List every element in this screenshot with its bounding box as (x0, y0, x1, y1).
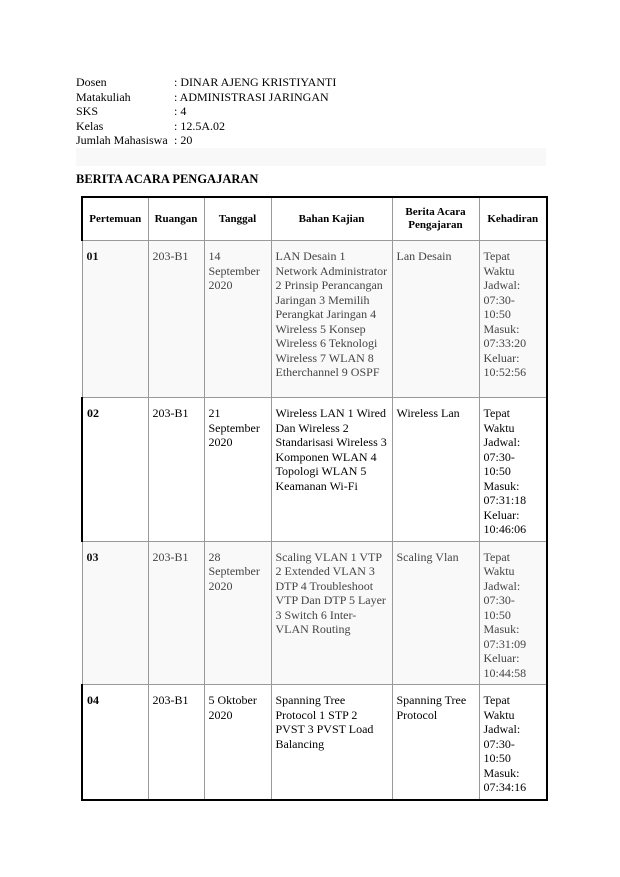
info-row-jumlah (76, 133, 336, 148)
cell-berita-acara: Lan Desain (392, 241, 479, 398)
table-row (82, 398, 547, 542)
cell-pertemuan: 03 (82, 541, 148, 685)
cell-tanggal: 14 September 2020 (204, 241, 271, 398)
cell-pertemuan: 04 (82, 685, 148, 800)
jumlah-label: Jumlah Mahasiswa (76, 133, 168, 148)
cell-kehadiran: Tepat Waktu Jadwal: 07:30- 10:50 Masuk: 07:31:09 Keluar: 10:44:58 (479, 541, 547, 685)
header-berita-acara: Berita Acara Pengajaran (392, 197, 479, 241)
matakuliah-label: Matakuliah (76, 89, 131, 104)
table-row (82, 685, 547, 800)
header-kehadiran: Kehadiran (479, 197, 547, 241)
cell-pertemuan: 02 (82, 398, 148, 542)
course-info (76, 75, 336, 148)
dosen-label: Dosen (76, 75, 107, 89)
cell-ruangan: 203-B1 (148, 241, 204, 398)
berita-acara-table (81, 196, 548, 801)
jumlah-value: : 20 (174, 133, 193, 148)
cell-kehadiran: Tepat Waktu Jadwal: 07:30- 10:50 Masuk: 07:34:16 (479, 685, 547, 800)
cell-tanggal: 5 Oktober 2020 (204, 685, 271, 800)
header-ruangan: Ruangan (148, 197, 204, 241)
info-row-matakuliah (76, 90, 336, 105)
table-row (82, 541, 547, 685)
dosen-value: : DINAR AJENG KRISTIYANTI (174, 75, 337, 89)
cell-ruangan: 203-B1 (148, 398, 204, 542)
cell-berita-acara: Scaling Vlan (392, 541, 479, 685)
section-title: BERITA ACARA PENGAJARAN (76, 172, 259, 186)
table-row (82, 241, 547, 398)
cell-bahan-kajian: Spanning Tree Protocol 1 STP 2 PVST 3 PVST Load Balancing (271, 685, 392, 800)
cell-kehadiran: Tepat Waktu Jadwal: 07:30- 10:50 Masuk: 07:31:18 Keluar: 10:46:06 (479, 398, 547, 542)
cell-tanggal: 28 September 2020 (204, 541, 271, 685)
info-row-sks (76, 104, 336, 119)
cell-berita-acara: Wireless Lan (392, 398, 479, 542)
cell-ruangan: 203-B1 (148, 541, 204, 685)
header-tanggal: Tanggal (204, 197, 271, 241)
info-row-dosen (76, 75, 336, 90)
cell-bahan-kajian: Wireless LAN 1 Wired Dan Wireless 2 Standarisasi Wireless 3 Komponen WLAN 4 Topologi WLAN 5 Keamanan Wi-Fi (271, 398, 392, 542)
cell-pertemuan: 01 (82, 241, 148, 398)
kelas-label: Kelas (76, 118, 104, 133)
cell-kehadiran: Tepat Waktu Jadwal: 07:30- 10:50 Masuk: 07:33:20 Keluar: 10:52:56 (479, 241, 547, 398)
cell-berita-acara: Spanning Tree Protocol (392, 685, 479, 800)
header-bahan-kajian: Bahan Kajian (271, 197, 392, 241)
table-header-row (82, 197, 547, 241)
matakuliah-value: : ADMINISTRASI JARINGAN (174, 89, 329, 104)
kelas-value: : 12.5A.02 (174, 118, 225, 133)
cell-bahan-kajian: Scaling VLAN 1 VTP 2 Extended VLAN 3 DTP 4 Troubleshoot VTP Dan DTP 5 Layer 3 Switch 6 Inter-VLAN Routing (271, 541, 392, 685)
cell-bahan-kajian: LAN Desain 1 Network Administrator 2 Prinsip Perancangan Jaringan 3 Memilih Perangkat Jaringan 4 Wireless 5 Konsep Wireless 6 Teknologi Wireless 7 WLAN 8 Etherchannel 9 OSPF (271, 241, 392, 398)
header-band (76, 148, 546, 166)
cell-ruangan: 203-B1 (148, 685, 204, 800)
sks-label: SKS (76, 104, 99, 119)
cell-tanggal: 21 September 2020 (204, 398, 271, 542)
info-row-kelas (76, 119, 336, 134)
sks-value: : 4 (174, 104, 187, 119)
header-pertemuan: Pertemuan (82, 197, 148, 241)
